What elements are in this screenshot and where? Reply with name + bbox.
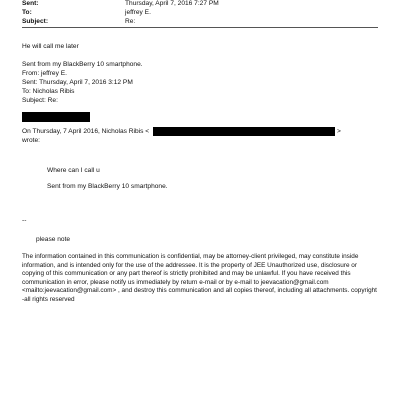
forward-to: To: Nicholas Ribis [22,88,75,95]
quote-intro: On Thursday, 7 April 2016, Nicholas Ribis < [22,128,150,135]
sent-value: Thursday, April 7, 2016 7:27 PM [125,0,219,7]
confidentiality-disclaimer: The information contained in this communication is confidential, may be attorney-client privileged, may constitute inside information, and is intended only for the use of the addressee. It is the property of JEE Unauthorized use, disclosure or copying of this communication or any part thereof is strictly prohibited and may be unlawful. If you have received this communication in error, please notify us immediately by return e-mail or by e-mail to jeevacation@gmail.com <mailto:jeevacation@gmail.com> , and destroy this communication and all copies thereof, including all attachments. copyright -all rights reserved [22,253,377,303]
forward-sent: Sent: Thursday, April 7, 2016 3:12 PM [22,79,133,86]
quote-wrote: wrote: [22,137,40,144]
subject-value: Re: [125,18,136,25]
sent-label: Sent: [22,0,39,7]
quoted-line: Where can I call u [47,167,100,174]
to-label: To: [22,9,32,16]
redaction-email [153,127,335,136]
reply-signature: Sent from my BlackBerry 10 smartphone. [22,61,143,68]
please-note: please note [36,236,71,243]
reply-line: He will call me later [22,43,79,50]
forward-subject: Subject: Re: [22,97,58,104]
quoted-signature: Sent from my BlackBerry 10 smartphone. [47,183,168,190]
quote-intro-end: > [337,128,341,135]
header-divider [22,27,378,28]
to-value: jeffrey E. [125,9,151,16]
header-subject-row [22,17,135,27]
subject-label: Subject: [22,18,49,25]
redaction-block [22,112,90,122]
forward-from: From: jeffrey E. [22,70,67,77]
signature-dashes: -- [22,217,27,224]
